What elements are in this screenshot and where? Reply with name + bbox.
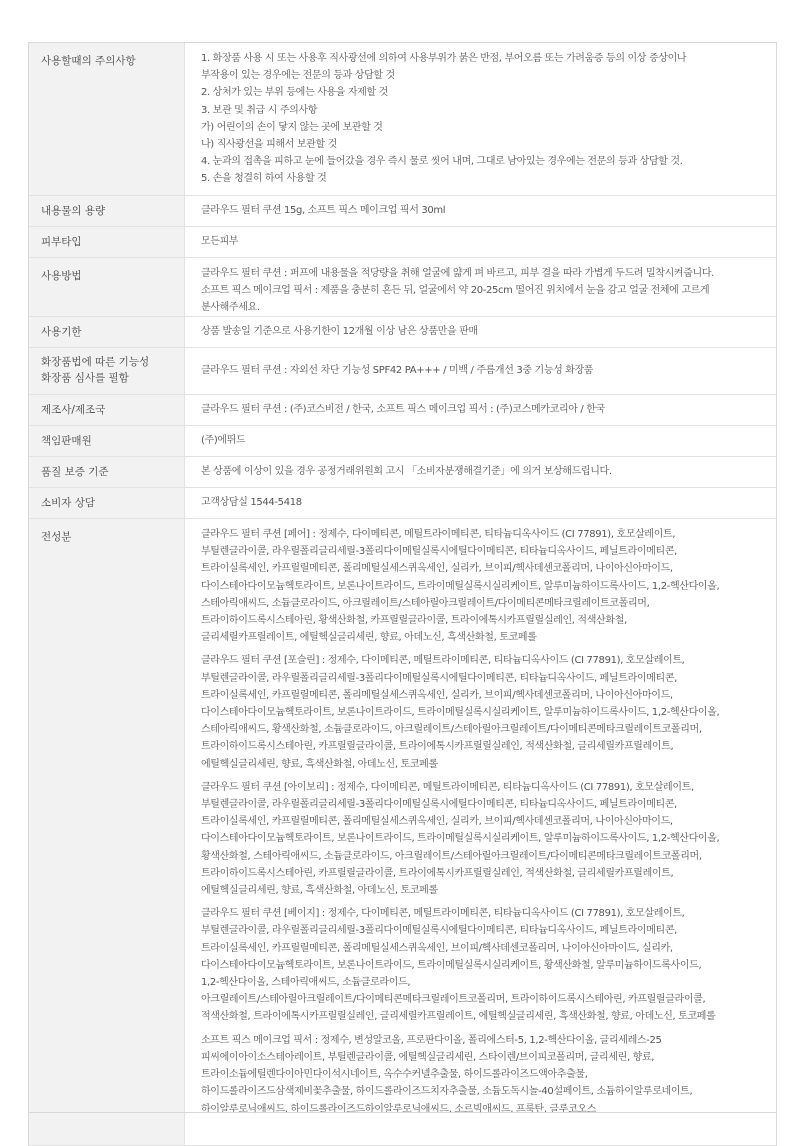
value-line: 스테아릭애씨드, 황색산화철, 소듐클로라이드, 아크릴레이트/스테아릴아크릴레이트/다이메티콘메타크릴레이트코폴리머, <box>201 724 702 736</box>
value-line: 1,2-헥산다이올, 스테아릭애씨드, 소듐클로라이드, <box>201 977 411 989</box>
value-paragraph <box>201 779 766 899</box>
row-value <box>185 348 776 394</box>
info-row <box>29 457 776 488</box>
value-paragraph <box>201 362 593 379</box>
row-label <box>29 426 185 456</box>
row-value <box>185 426 776 456</box>
row-label-line: 품질 보증 기준 <box>41 465 109 478</box>
info-row <box>29 227 776 258</box>
value-line: 2. 상처가 있는 부위 등에는 사용을 자제할 것 <box>201 87 388 99</box>
value-line: 고객상담실 1544-5418 <box>201 497 302 509</box>
value-line: 트라이실록세인, 카프릴릴메티콘, 폴리메틸실세스퀴옥세인, 실리카, 브이피/헥사데센코폴리머, 나이아신아마이드, <box>201 689 673 701</box>
info-row <box>29 488 776 519</box>
table-bottom-border <box>28 1112 777 1113</box>
value-line: 4. 눈과의 접촉을 피하고 눈에 들어갔을 경우 즉시 물로 씻어 내며, 그대로 남아있는 경우에는 전문의 등과 상담할 것. <box>201 156 683 168</box>
row-label <box>29 196 185 226</box>
info-row <box>29 196 776 227</box>
row-label-line: 소비자 상담 <box>41 496 96 509</box>
info-row <box>29 426 776 457</box>
info-row <box>29 519 776 1146</box>
row-label-line: 화장품법에 따른 기능성 <box>41 356 150 368</box>
row-value <box>185 317 776 347</box>
value-line: 상품 발송일 기준으로 사용기한이 12개월 이상 남은 상품만을 판매 <box>201 326 478 338</box>
value-line: 클라우드 필터 쿠션 [페어] : 정제수, 다이메티콘, 메틸트라이메티콘, 티타늄디옥사이드 (CI 77891), 호모살레이트, <box>201 529 676 540</box>
value-line: 클라우드 필터 쿠션 : (주)코스비전 / 한국, 소프트 픽스 메이크업 픽서 : (주)코스메카코리아 / 한국 <box>201 404 605 416</box>
value-line: 분사해주세요. <box>201 302 260 314</box>
value-line: 5. 손을 청결히 하여 사용할 것 <box>201 173 327 185</box>
value-line: 다이스테아다이모늄헥토라이트, 보론나이트라이드, 트라이메틸실록시실리케이트, 알루미늄하이드록사이드, 1,2-헥산다이올, <box>201 580 720 592</box>
info-row <box>29 348 776 395</box>
value-line: 트라이실록세인, 카프릴릴메티콘, 폴리메틸실세스퀴옥세인, 실리카, 브이피/헥사데센코폴리머, 나이아신아마이드, <box>201 816 673 828</box>
value-line: 부작용이 있는 경우에는 전문의 등과 상담할 것 <box>201 70 395 82</box>
row-label <box>29 258 185 316</box>
row-label-line: 책임판매원 <box>41 434 92 447</box>
row-label <box>29 519 185 1145</box>
row-label-line: 제조사/제조국 <box>41 403 106 416</box>
value-line: (주)에뛰드 <box>201 435 246 447</box>
value-line: 트라이실록세인, 카프릴릴메티콘, 폴리메틸실세스퀴옥세인, 실리카, 브이피/헥사데센코폴리머, 나이아신아마이드, <box>201 563 673 575</box>
info-row <box>29 43 776 196</box>
value-line: 트라이하이드록시스테아린, 카프릴릴글라이콜, 트라이에톡시카프릴릴실레인, 적색산화철, 글리세릴카프릴레이트, <box>201 741 674 753</box>
value-line: 1. 화장품 사용 시 또는 사용후 직사광선에 의하여 사용부위가 붉은 반점, 부어오름 또는 가려움증 등의 이상 증상이나 <box>201 53 687 64</box>
value-line: 부틸렌글라이콜, 라우릴폴리글리세릴-3폴리다이메틸실록시에틸다이메티콘, 티타늄디옥사이드, 페닐트라이메티콘, <box>201 546 677 558</box>
row-label-line: 피부타입 <box>41 235 82 248</box>
row-value <box>185 43 776 195</box>
value-line: 스테아릭애씨드, 소듐클로라이드, 아크릴레이트/스테아릴아크릴레이트/다이메티콘메타크릴레이트코폴리머, <box>201 597 650 609</box>
value-line: 아크릴레이트/스테아릴아크릴레이트/다이메티콘메타크릴레이트코폴리머, 트라이하이드록시스테아린, 카프릴릴글라이콜, <box>201 994 706 1006</box>
value-line: 트라이실록세인, 카프릴릴메티콘, 폴리메틸실세스퀴옥세인, 브이피/헥사데센코폴리머, 나이아신아마이드, 실리카, <box>201 942 673 954</box>
value-line: 가) 어린이의 손이 닿지 않는 곳에 보관할 것 <box>201 121 383 133</box>
value-paragraph <box>201 50 766 188</box>
row-label <box>29 457 185 487</box>
value-line: 하이알루로닉애씨드, 하이드롤라이즈드하이알루로닉애씨드, 소르빅애씨드, 프룩탄, 글루코오스 <box>201 1103 597 1115</box>
row-label <box>29 43 185 195</box>
value-line: 클라우드 필터 쿠션 15g, 소프트 픽스 메이크업 픽서 30ml <box>201 205 446 217</box>
value-line: 나) 직사광선을 피해서 보관할 것 <box>201 139 337 151</box>
value-line: 다이스테아다이모늄헥토라이트, 보론나이트라이드, 트라이메틸실록시실리케이트, 황색산화철, 알루미늄하이드록사이드, <box>201 959 702 971</box>
value-paragraph <box>201 494 302 511</box>
value-paragraph <box>201 202 445 219</box>
value-line: 황색산화철, 스테아릭애씨드, 소듐클로라이드, 아크릴레이트/스테아릴아크릴레이트/다이메티콘메타크릴레이트코폴리머, <box>201 850 702 862</box>
value-line: 부틸렌글라이콜, 라우릴폴리글리세릴-3폴리다이메틸실록시에틸다이메티콘, 티타늄디옥사이드, 페닐트라이메티콘, <box>201 672 677 684</box>
row-value <box>185 457 776 487</box>
value-paragraph <box>201 652 766 772</box>
value-paragraph <box>201 401 605 418</box>
value-paragraph <box>201 463 612 480</box>
value-line: 소프트 픽스 메이크업 픽서 : 제품을 충분히 흔든 뒤, 얼굴에서 약 20-25cm 떨어진 위치에서 눈을 감고 얼굴 전체에 고르게 <box>201 285 710 297</box>
value-line: 클라우드 필터 쿠션 : 퍼프에 내용물을 적당량을 취해 얼굴에 얇게 펴 바르고, 피부 결을 따라 가볍게 두드려 밀착시켜줍니다. <box>201 268 714 279</box>
value-paragraph <box>201 233 238 250</box>
row-label <box>29 317 185 347</box>
value-paragraph <box>201 323 478 340</box>
value-line: 피씨에이아이소스테아레이트, 부틸렌글라이콜, 에틸헥실글리세린, 스타이렌/브이피코폴리머, 글리세린, 향료, <box>201 1051 655 1063</box>
row-label <box>29 227 185 257</box>
value-paragraph <box>201 1032 766 1118</box>
value-line: 클라우드 필터 쿠션 [베이지] : 정제수, 다이메티콘, 메틸트라이메티콘, 티타늄디옥사이드 (CI 77891), 호모살레이트, <box>201 908 685 920</box>
row-value <box>185 488 776 518</box>
row-value <box>185 196 776 226</box>
value-line: 글리세릴카프릴레이트, 에틸헥실글리세린, 향료, 아데노신, 흑색산화철, 토코페롤 <box>201 632 537 644</box>
row-value <box>185 395 776 425</box>
value-paragraph <box>201 265 766 317</box>
value-line: 다이스테아다이모늄헥토라이트, 보론나이트라이드, 트라이메틸실록시실리케이트, 알루미늄하이드록사이드, 1,2-헥산다이올, <box>201 707 720 719</box>
row-label <box>29 488 185 518</box>
value-line: 적색산화철, 트라이에톡시카프릴릴실레인, 글리세릴카프릴레이트, 에틸헥실글리세린, 흑색산화철, 향료, 아데노신, 토코페롤 <box>201 1011 716 1023</box>
row-label <box>29 395 185 425</box>
value-line: 하이드롤라이즈드삼색제비꽃추출물, 하이드롤라이즈드치자추출물, 소듐도독시놀-40설페이트, 소듐하이알루로네이트, <box>201 1086 693 1098</box>
row-value <box>185 227 776 257</box>
row-label-line: 사용할때의 주의사항 <box>41 55 136 67</box>
value-line: 트라이소듐에틸렌다이아민다이석시네이트, 옥수수커넬추출물, 하이드롤라이즈드액아추출물, <box>201 1069 588 1081</box>
value-line: 모든피부 <box>201 236 239 248</box>
value-line: 에틸헥실글리세린, 향료, 흑색산화철, 아데노신, 토코페롤 <box>201 885 438 897</box>
value-line: 부틸렌글라이콜, 라우릴폴리글리세릴-3폴리다이메틸실록시에틸다이메티콘, 티타늄디옥사이드, 페닐트라이메티콘, <box>201 799 677 811</box>
value-line: 부틸렌글라이콜, 라우릴폴리글리세릴-3폴리다이메틸실록시에틸다이메티콘, 티타늄디옥사이드, 페닐트라이메티콘, <box>201 925 677 937</box>
info-row <box>29 317 776 348</box>
row-label-line: 내용물의 용량 <box>41 204 106 217</box>
row-label-line: 화장품 심사를 필함 <box>41 372 129 384</box>
row-label-line: 사용방법 <box>41 270 82 282</box>
value-paragraph <box>201 905 766 1025</box>
value-line: 클라우드 필터 쿠션 : 자외선 차단 기능성 SPF42 PA+++ / 미백 / 주름개선 3중 기능성 화장품 <box>201 365 594 377</box>
info-row <box>29 395 776 426</box>
value-line: 클라우드 필터 쿠션 [포슬린] : 정제수, 다이메티콘, 메틸트라이메티콘, 티타늄디옥사이드 (CI 77891), 호모살레이트, <box>201 655 685 667</box>
product-info-table <box>28 42 777 1146</box>
value-line: 본 상품에 이상이 있을 경우 공정거래위원회 고시 「소비자분쟁해결기준」에 의거 보상해드립니다. <box>201 466 612 478</box>
value-line: 다이스테아다이모늄헥토라이트, 보론나이트라이드, 트라이메틸실록시실리케이트, 알루미늄하이드록사이드, 1,2-헥산다이올, <box>201 833 720 845</box>
row-label-line: 사용기한 <box>41 325 82 338</box>
value-paragraph <box>201 432 245 449</box>
value-paragraph <box>201 526 766 646</box>
value-line: 클라우드 필터 쿠션 [아이보리] : 정제수, 다이메티콘, 메틸트라이메티콘, 티타늄디옥사이드 (CI 77891), 호모살레이트, <box>201 781 694 793</box>
row-label <box>29 348 185 394</box>
value-line: 트라이하이드록시스테아린, 카프릴릴글라이콜, 트라이에톡시카프릴릴실레인, 적색산화철, 글리세릴카프릴레이트, <box>201 867 674 879</box>
value-line: 에틸헥실글리세린, 향료, 흑색산화철, 아데노신, 토코페롤 <box>201 758 438 770</box>
row-label-line: 전성분 <box>41 531 72 543</box>
value-line: 소프트 픽스 메이크업 픽서 : 정제수, 변성알코올, 프로판다이올, 폴리에스터-5, 1,2-헥산다이올, 글리세레스-25 <box>201 1034 662 1046</box>
info-row <box>29 258 776 317</box>
row-value <box>185 258 776 316</box>
value-line: 트라이하이드록시스테아린, 황색산화철, 카프릴릴글라이콜, 트라이에톡시카프릴릴실레인, 적색산화철, <box>201 615 627 627</box>
value-line: 3. 보관 및 취급 시 주의사항 <box>201 104 318 116</box>
row-value <box>185 519 776 1145</box>
